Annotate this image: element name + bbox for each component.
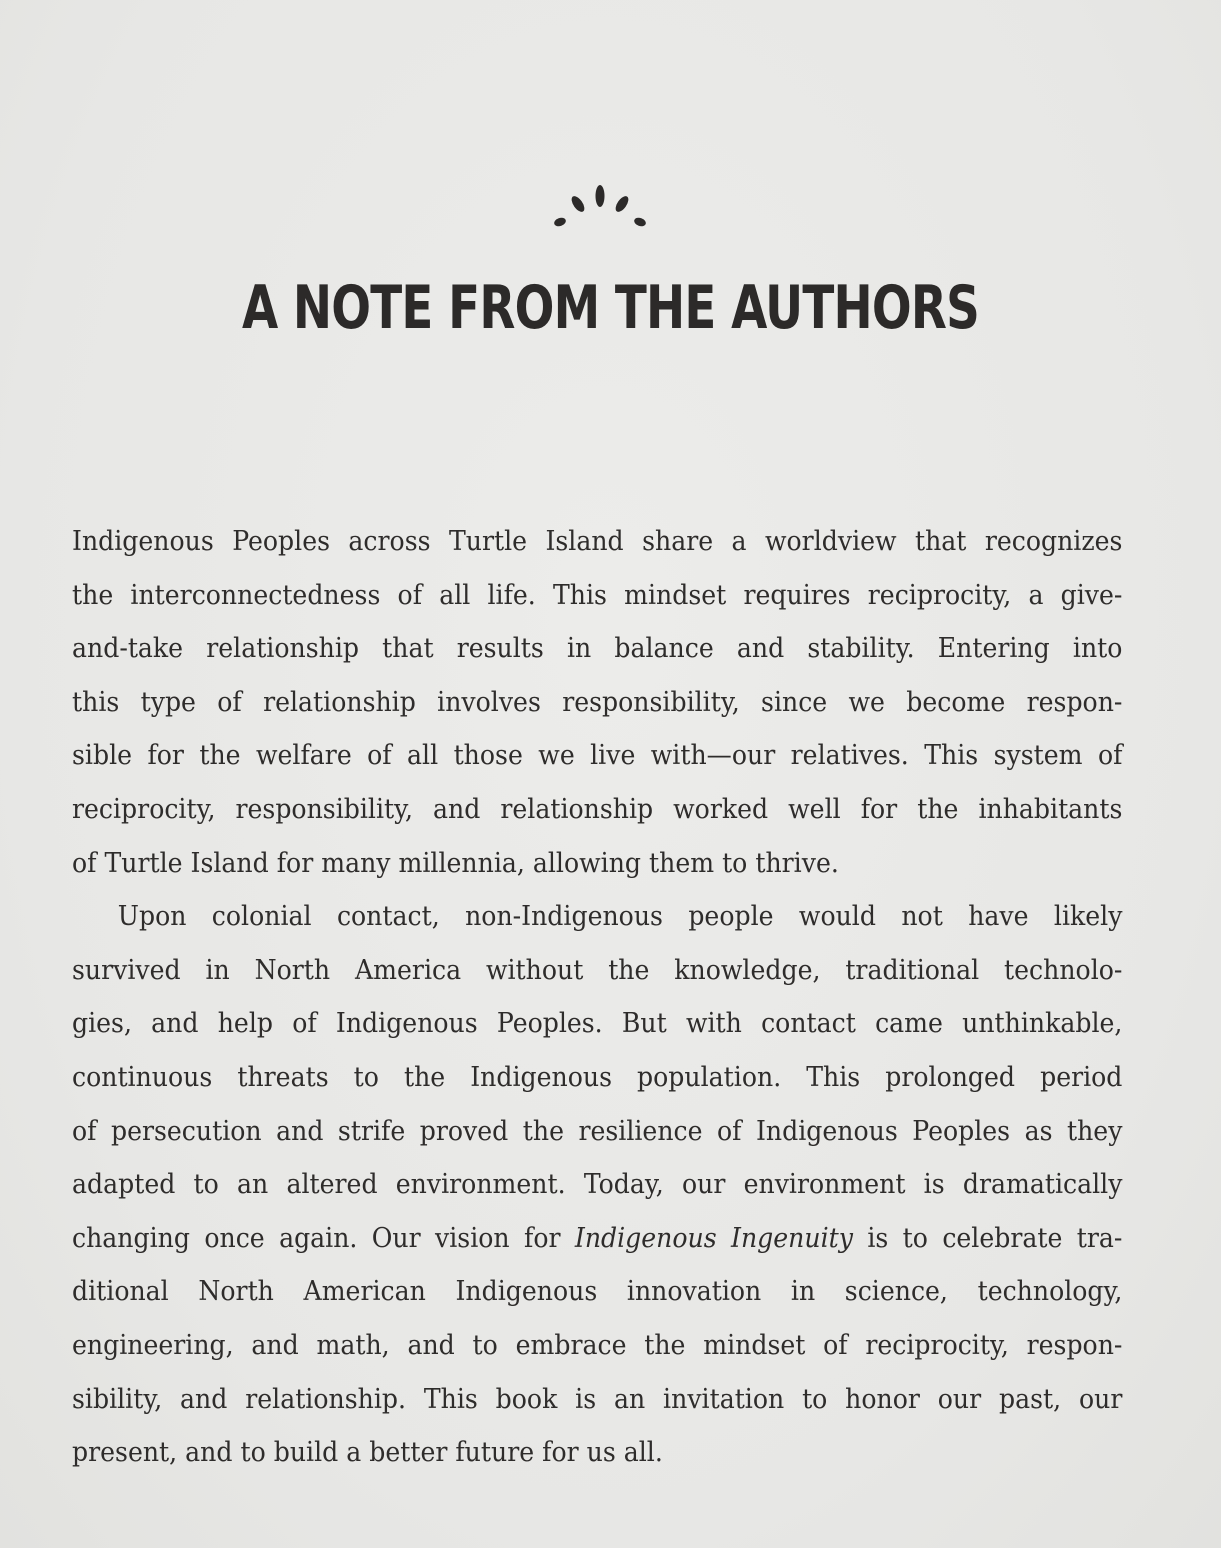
text-line: sibility, and relationship. This book is an invitation to honor our past, our (72, 1382, 1123, 1415)
body-text (72, 515, 1122, 1480)
text-line: of persecution and strife proved the resilience of Indigenous Peoples as they (72, 1114, 1123, 1147)
text-line: reciprocity, responsibility, and relationship worked well for the inhabitants (72, 792, 1123, 825)
text-line: of Turtle Island for many millennia, allowing them to thrive. (72, 846, 839, 879)
text-line: Upon colonial contact, non-Indigenous people would not have likely (117, 900, 1123, 933)
text-line: sible for the welfare of all those we live with—our relatives. This system of (72, 739, 1123, 772)
book-title-italic: Indigenous Ingenuity (574, 1221, 853, 1254)
text-line: ditional North American Indigenous innovation in science, technology, (72, 1275, 1123, 1308)
text-line: Indigenous Peoples across Turtle Island share a worldview that recognizes (72, 525, 1123, 557)
text-line: survived in North America without the knowledge, traditional technolo- (72, 953, 1123, 986)
text-line: continuous threats to the Indigenous population. This prolonged period (72, 1060, 1123, 1093)
text-line-with-italic (72, 1212, 1122, 1266)
text-segment: is to celebrate tra- (852, 1221, 1123, 1254)
text-line: and-take relationship that results in balance and stability. Entering into (72, 632, 1123, 665)
page-title: A NOTE FROM THE AUTHORS (241, 273, 980, 343)
text-segment: changing once again. Our vision for (72, 1221, 575, 1254)
text-line: adapted to an altered environment. Today, our environment is dramatically (72, 1168, 1123, 1201)
text-line: the interconnectedness of all life. This mindset requires reciprocity, a give- (72, 578, 1123, 611)
leaf-sprig-icon (550, 180, 650, 234)
text-line: gies, and help of Indigenous Peoples. But with contact came unthinkable, (72, 1007, 1123, 1040)
text-line: present, and to build a better future for us all. (72, 1436, 663, 1469)
text-line: engineering, and math, and to embrace the mindset of reciprocity, respon- (72, 1328, 1123, 1361)
text-line: this type of relationship involves responsibility, since we become respon- (72, 685, 1123, 718)
